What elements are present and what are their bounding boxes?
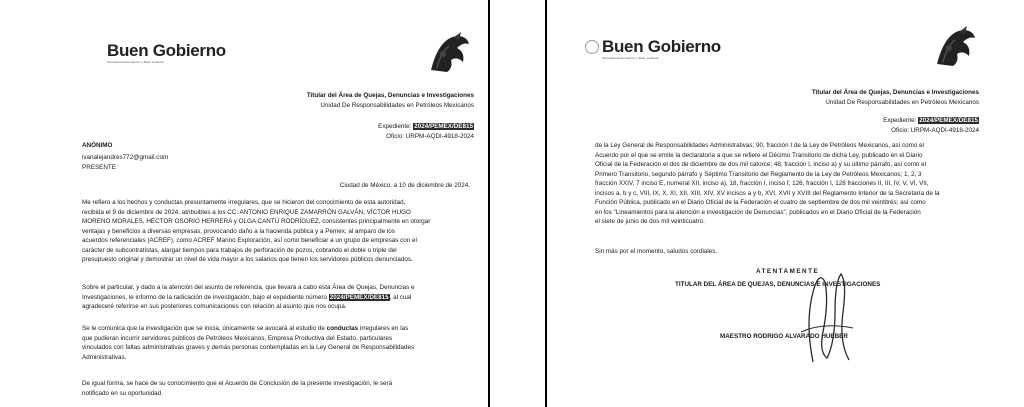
brand-subtitle: Secretaría Anticorrupción y Buen Gobierno [107, 60, 165, 64]
emblem-icon [427, 30, 473, 76]
text-line: carácter de subcontratistas, alargar tiempos para trabajos de perforación de pozos, cobrando el doble o triple del [82, 246, 397, 254]
page-edge [545, 0, 547, 407]
emphasis-conductas: conductas [326, 325, 359, 332]
brand-subtitle: Secretaría Anticorrupción y Buen Gobierno [602, 56, 660, 60]
header-title: Titular del Área de Quejas, Denuncias e Investigaciones [306, 92, 474, 99]
text-line: el siete de junio de dos mil veinticuatro. [595, 218, 705, 225]
paragraph-4 [82, 379, 472, 398]
signer-title: TITULAR DEL ÁREA DE QUEJAS, DENUNCIAS E INVESTIGACIONES [675, 281, 881, 288]
text-line: en los "Lineamientos para la atención e investigación de Denuncias", publicados en el Diario Oficial de la Federación [595, 208, 921, 216]
oficio-number: Oficio: URPM-AQDI-4918-2024 [891, 126, 979, 134]
logo [107, 42, 226, 59]
text-line: fracción XXIV, 7 inciso E, numeral XII, inciso a), 18, fracción I, inciso f, 126, fracción I, 128 fracciones II, III, IV, V, VI, VII, [595, 180, 929, 187]
text-line: de la Ley General de Responsabilidades Administrativas; 90, fracción I de la Ley de Petróleos Mexicanos, así como el [595, 142, 925, 149]
text-line: De igual forma, se hace de su conocimiento que el Acuerdo de Conclusión de la presente investigación, le será [82, 380, 393, 387]
text-segment: , al cual [389, 293, 412, 301]
text-line: presupuesto original y demostrar un nivel de vida mayor a los salarios que tienen los servidores públicos denunciados. [82, 256, 413, 263]
expediente-number: 2024/PEMEX/DE815 [414, 123, 473, 130]
text-line: Sobre el particular, y dado a la atención del asunto de referencia, que llevará a cabo esta Área de Quejas, Denuncias e [82, 284, 415, 291]
text-line: notificado en su oportunidad. [82, 389, 163, 397]
text-line: agradeceré referirse en sus posteriores comunicaciones con relación al asunto que nos ocupa. [82, 303, 347, 310]
date-line: Ciudad de México, a 10 de diciembre de 2024. [339, 182, 470, 189]
text-line: Me refiero a los hechos y conductas presuntamente irregulares, que se hicieron del conocimiento de esta autoridad, [82, 199, 406, 206]
text-segment: irregulares en las [359, 325, 409, 332]
text-line: incisos a, b y c, VIII, IX, X, XI, XII, XIII, XIV, XV incisos a y b, XVI, XVII y XVIII del Reglamento Interior de la Secretaría de la [595, 189, 940, 197]
header-unit: Unidad De Responsabilidades en Petróleos Mexicanos [320, 101, 474, 109]
text-line: Primero Transitorio, segundo párrafo y Séptimo Transitorio del Reglamento de la Ley de Petróleos Mexicanos; 1, 2, 3 [595, 170, 922, 178]
header-title: Titular del Área de Quejas, Denuncias e Investigaciones [811, 89, 979, 96]
letter-page-2 [545, 0, 985, 407]
text-segment: Se le comunica que la investigación que se inicia, únicamente se avocará al estudio de [82, 325, 325, 332]
brand-name: Buen Gobierno [107, 41, 226, 60]
text-line: que pudieran incurrir servidores públicos de Petróleos Mexicanos, Empresa Productiva del Estado, particulares [82, 334, 393, 342]
text-line: ventajas y beneficios a diversas empresas, provocando daño a la hacienda pública y a Pemex, al amparo de los [82, 227, 395, 235]
paragraph-3 [82, 324, 472, 362]
expediente-label: Expediente: [883, 117, 917, 124]
page-edge [488, 0, 490, 407]
atentamente-label: ATENTAMENTE [756, 268, 820, 275]
text-line: acuerdos referenciales (ACREF), como ACREF Marino Exploración, así como beneficiar a un grupo de empresas con el [82, 237, 417, 244]
text-segment: Investigaciones, le informo de la radicación de investigación, bajo el expediente número [82, 293, 328, 301]
logo [585, 38, 721, 55]
brand-name: Buen Gobierno [602, 37, 721, 56]
text-line: recibida el 9 de diciembre de 2024, atribuibles a los CC. ANTONIO ENRIQUE ZAMARRÓN GALVÁN, VÍCTOR HUGO [82, 208, 411, 216]
text-line: Administrativas. [82, 353, 127, 361]
header-block [812, 88, 979, 107]
expediente-number-inline: 2024/PEMEX/DE815 [329, 293, 389, 301]
text-line: Acuerdo por el que se emite la declaratoria a que se refiere el Décimo Transitorio de dicha Ley, publicado en el Diario [595, 151, 923, 159]
text-line: Función Pública, publicado en el Diario Oficial de la Federación el cuatro de septiembre de dos mil veintitrés; así como [595, 199, 926, 206]
letter-page-1 [60, 0, 490, 407]
paragraph-1 [82, 198, 472, 265]
expediente-label: Expediente: [378, 123, 412, 130]
header-block [307, 91, 474, 110]
text-line: vinculados con faltas administrativas graves y demás personas contempladas en la Ley General de Responsabilidades [82, 344, 415, 351]
emblem-icon [933, 24, 979, 70]
recipient-email: ivanalejandres772@gmail.com [82, 154, 169, 161]
signature-icon [783, 262, 873, 372]
paragraph-2 [82, 283, 472, 312]
oficio-number: Oficio: URPM-AQDI-4918-2024 [386, 132, 474, 140]
seal-icon [585, 40, 599, 54]
file-reference [883, 116, 979, 135]
expediente-number: 2024/PEMEX/DE815 [919, 117, 978, 124]
signer-name: MAESTRO RODRIGO ALVARADO HUEBER [720, 333, 848, 340]
legal-basis-paragraph [595, 141, 975, 227]
file-reference [378, 122, 474, 141]
closing-line: Sin más por el momento, saludos cordiales. [595, 248, 718, 255]
text-line: MORENO MORALES, HÉCTOR OSORIO HERRERA y OLGA CANTÚ RODRÍGUEZ, consistentes principalmente en otorgar [82, 218, 431, 225]
text-line: Oficial de la Federación el dos de diciembre de dos mil catorce; 48, fracción I, inciso a) y su último párrafo, así como el [595, 161, 927, 168]
header-unit: Unidad De Responsabilidades en Petróleos Mexicanos [825, 98, 979, 106]
recipient-status: PRESENTE [82, 164, 116, 171]
recipient-name: ANÓNIMO [82, 142, 113, 149]
